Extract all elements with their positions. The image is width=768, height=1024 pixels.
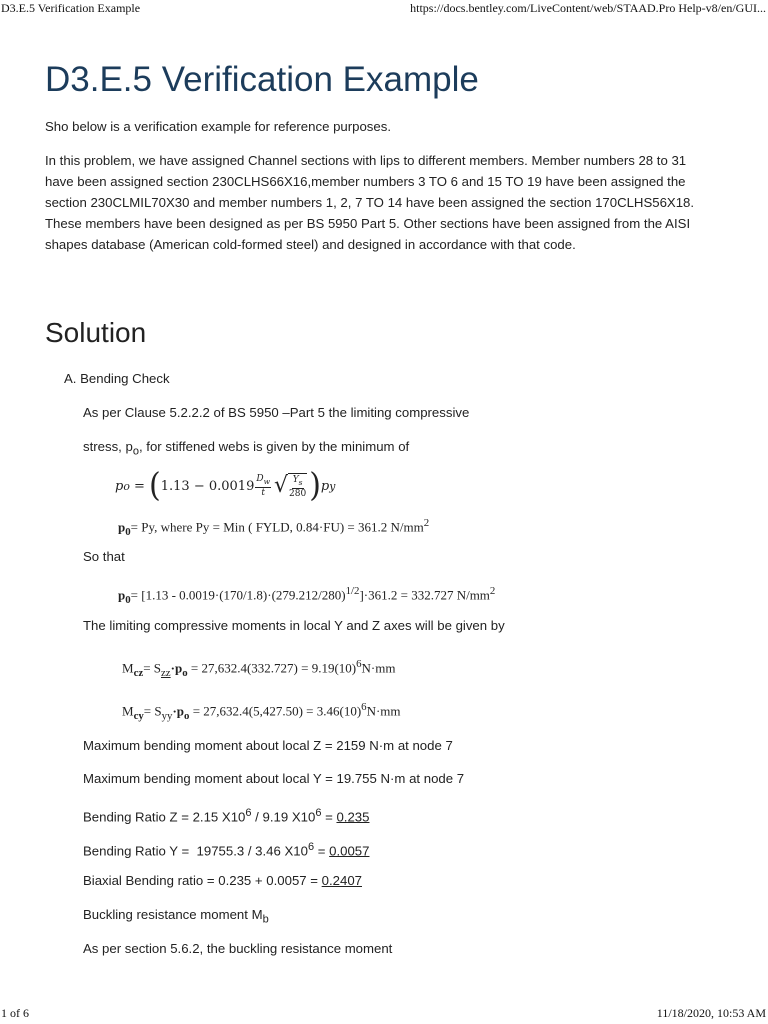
ratio-y-text-1: Bending Ratio Y = 19755.3 / 3.46 X10 — [83, 843, 308, 859]
mcz-s-sub: zz — [161, 666, 171, 679]
p0-calc-text-2: ]·361.2 = 332.727 N/mm — [359, 587, 490, 603]
sqrt-icon: √ — [273, 473, 289, 498]
bending-ratio-y — [83, 838, 369, 860]
mcz-eq: = S — [143, 660, 161, 676]
page-count: 1 of 6 — [1, 1006, 29, 1020]
ratio-y-text-2: = — [314, 843, 330, 859]
mcy-p-sub: o — [184, 709, 190, 722]
biaxial-text: Biaxial Bending ratio = 0.235 + 0.0057 = — [83, 873, 322, 888]
ratio-y-sup: 6 — [307, 841, 315, 853]
limiting-stress-formula — [115, 466, 335, 506]
formula-rhs: p — [320, 478, 330, 494]
mcz-sup: 6 — [356, 658, 362, 670]
frac2-num-sub: s — [298, 477, 303, 487]
p0-def-sup: 2 — [423, 517, 430, 529]
p0-calc-label: p — [118, 587, 126, 603]
print-footer — [0, 1006, 768, 1022]
buckling-heading — [83, 906, 269, 929]
solution-heading: Solution — [45, 317, 147, 348]
mcy-eq: = S — [143, 703, 162, 719]
step-a-heading: A. Bending Check — [64, 371, 170, 386]
formula-rhs-sub: y — [329, 479, 336, 493]
formula-sqrt — [274, 473, 307, 499]
print-timestamp: 11/18/2020, 10:53 AM — [656, 1006, 766, 1020]
p0-def-sub: 0 — [125, 525, 131, 538]
frac1-num-sub: w — [263, 476, 270, 486]
max-moment-y: Maximum bending moment about local Y = 19.755 N·m at node 7 — [83, 771, 465, 786]
mcy-sup: 6 — [361, 701, 367, 713]
buckling-section-line: As per section 5.6.2, the buckling resistance moment — [83, 941, 393, 956]
intro-paragraph: Sho below is a verification example for reference purposes. — [45, 119, 391, 134]
print-header — [0, 1, 768, 17]
biaxial-ratio — [83, 872, 362, 890]
mcy-unit: N·mm — [366, 703, 401, 719]
mcz-equation — [122, 655, 395, 682]
mcy-dot: ·p — [172, 703, 185, 719]
bending-ratio-z — [83, 804, 369, 826]
ratio-z-sup-2: 6 — [315, 807, 322, 819]
max-moment-z: Maximum bending moment about local Z = 2159 N·m at node 7 — [83, 738, 453, 753]
p0-calc-sup2: 2 — [489, 585, 496, 597]
p0-calc-sup: 1/2 — [345, 585, 360, 597]
biaxial-value: 0.2407 — [321, 873, 362, 888]
buckling-sub: b — [262, 913, 269, 926]
stress-sub: o — [132, 445, 139, 458]
ratio-z-text-3: = — [321, 809, 337, 825]
mcz-sub: cz — [133, 666, 144, 679]
frac2-den: 280 — [289, 488, 307, 499]
mcy-label: M — [122, 703, 134, 719]
print-header-title: D3.E.5 Verification Example — [1, 1, 141, 15]
mcy-equation — [122, 698, 401, 725]
formula-frac-dw-t — [255, 474, 271, 498]
formula-frac-ys-280 — [289, 475, 306, 499]
problem-paragraph: In this problem, we have assigned Channel sections with lips to different members. Member numbers 28 to 31 have been assigned section 230CLHS66X16,member numbers 3 TO 6 and 15 TO 19 have been assigned the section 230CLMIL70X30 and member numbers 1, 2, 7 TO 14 have been assigned the section 170CLHS56X18. These members have been designed as per BS 5950 Part 5. Other sections have been assigned from the AISI shapes database (American cold-formed steel) and designed in accordance with that code. — [45, 153, 695, 252]
formula-eq: = — [129, 478, 150, 494]
mcy-text: = 27,632.4(5,427.50) = 3.46(10) — [189, 703, 362, 719]
formula-term-a: 1.13 − 0.0019 — [160, 478, 255, 494]
ratio-z-value: 0.235 — [336, 809, 370, 825]
mcz-dot: ·p — [170, 660, 183, 676]
p0-definition — [118, 514, 429, 541]
clause-line: As per Clause 5.2.2.2 of BS 5950 –Part 5 the limiting compressive — [83, 405, 470, 420]
so-that-line: So that — [83, 549, 125, 564]
p0-calc-sub: 0 — [125, 593, 131, 606]
buckling-text: Buckling resistance moment M — [83, 907, 263, 922]
mcz-text: = 27,632.4(332.727) = 9.19(10) — [187, 660, 357, 676]
formula-lhs-sub: o — [123, 479, 130, 493]
p0-calculation — [118, 582, 495, 609]
frac1-den: t — [261, 487, 265, 498]
formula-open-paren: ( — [149, 466, 161, 505]
frac1-num: D — [256, 474, 264, 485]
mcz-unit: N·mm — [361, 660, 396, 676]
stress-prefix: stress, p — [83, 439, 133, 454]
mcz-label: M — [122, 660, 134, 676]
frac2-num: Y — [292, 475, 299, 486]
ratio-z-text-1: Bending Ratio Z = 2.15 X10 — [83, 809, 246, 825]
ratio-y-value: 0.0057 — [329, 843, 370, 859]
moments-intro: The limiting compressive moments in local Y and Z axes will be given by — [83, 618, 505, 633]
mcz-p-sub: o — [182, 666, 188, 679]
mcy-s-sub: yy — [161, 709, 173, 722]
ratio-z-sup-1: 6 — [245, 807, 252, 819]
formula-lhs: p — [115, 478, 124, 494]
print-header-url: https://docs.bentley.com/LiveContent/web/STAAD.Pro Help-v8/en/GUI... — [410, 1, 766, 15]
stress-suffix: , for stiffened webs is given by the minimum of — [138, 439, 410, 454]
ratio-z-text-2: / 9.19 X10 — [251, 809, 316, 825]
formula-close-paren: ) — [309, 466, 321, 505]
p0-def-label: p — [118, 519, 126, 535]
p0-calc-text-1: = [1.13 - 0.0019·(170/1.8)·(279.212/280) — [130, 587, 346, 603]
stress-line — [83, 438, 409, 461]
mcy-sub: cy — [133, 709, 144, 722]
p0-def-text: = Py, where Py = Min ( FYLD, 0.84·FU) = 361.2 N/mm — [130, 519, 424, 535]
page-title: D3.E.5 Verification Example — [45, 60, 479, 99]
